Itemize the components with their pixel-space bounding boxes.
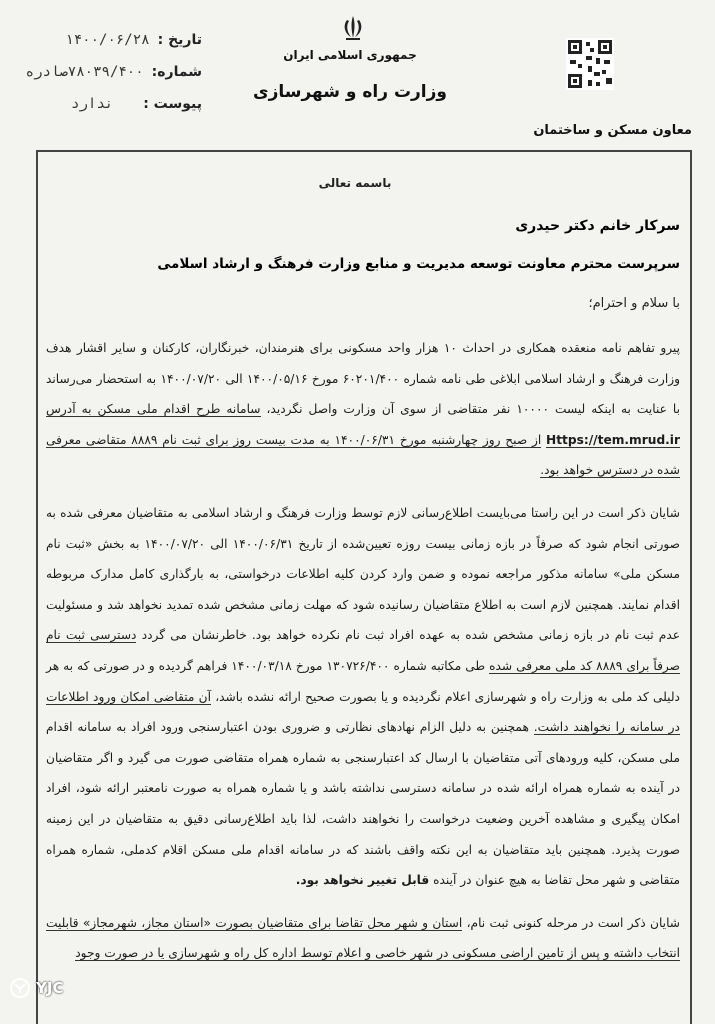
date-label: تاریخ : [157, 32, 202, 48]
recipient-title: سرپرست محترم معاونت توسعه مدیریت و منابع وزارت فرهنگ و ارشاد اسلامی [157, 256, 680, 272]
yjc-watermark [10, 978, 63, 998]
attachment-row [32, 88, 202, 120]
ministry-title: وزارت راه و شهرسازی [252, 82, 447, 102]
p1-text-a: پیرو تفاهم نامه منعقده همکاری در احداث ۱۰ هزار واحد مسکونی برای هنرمندان، خبرنگاران، کارکنان و سایر اقشار هدف وزارت فرهنگ و ارشاد اسلامی ابلاغی طی نامه شماره ۶۰۲۰۱/۴۰۰ مورخ ۱۴۰۰/۰۵/۱۶ الی ۱۴۰۰/۰۷/۲۰ به استحضار می‌رساند با عنایت به اینکه لیست ۱۰۰۰۰ نفر متقاضی از سوی آن وزارت واصل نگردید، [46, 341, 680, 417]
p2-text-a: شایان ذکر است در این راستا می‌بایست اطلاع‌رسانی لازم توسط وزارت فرهنگ و ارشاد اسلامی به متقاضیان معرفی شده به صورتی انجام شود که صرفاً در بازه زمانی بیست روزه تعیین‌شده از تاریخ ۱۴۰۰/۰۶/۳۱ الی ۱۴۰۰/۰۷/۲۰ به بخش «ثبت نام مسکن ملی» سامانه مذکور مراجعه نموده و ضمن وارد کردن کلیه اطلاعات درخواستی، به بارگذاری کامل مدارک مربوطه اقدام نمایند. همچنین لازم است به اطلاع متقاضیان رسانیده شود که مهلت زمانی مشخص شده تمدید نخواهد شد و مسئولیت عدم ثبت نام در بازه زمانی مشخص شده به عهده افراد ثبت نام نکرده خواهد بود. خاطرنشان می گردد [46, 505, 680, 643]
yjc-label: YJC [36, 979, 64, 997]
letter-meta [25, 24, 202, 120]
paragraph-3 [46, 908, 680, 969]
p2-text-b: دسترسی ثبت نام صرفاً برای ۸۸۸۹ کد ملی معرفی شده [46, 628, 680, 673]
p2-text-f: قابل تغییر نخواهد بود. [295, 873, 430, 888]
p1-text-d: شده در دسترس خواهد بود. [540, 463, 680, 478]
letter-body [46, 333, 680, 969]
p2-text-d: آن متقاضی امکان ورود اطلاعات در سامانه را نخواهند داشت. [46, 689, 680, 735]
recipient-name: سرکار خانم دکتر حیدری [515, 218, 680, 234]
paragraph-1 [46, 333, 680, 486]
registration-url: Https://tem.mrud.ir [546, 432, 680, 447]
greeting: با سلام و احترام؛ [588, 296, 680, 311]
attachment-label: پیوست : [143, 96, 202, 112]
bismillah: باسمه تعالی [318, 176, 392, 190]
iran-emblem-icon [340, 14, 366, 42]
paragraph-2 [46, 498, 680, 896]
attachment-value: ندارد [71, 96, 114, 112]
number-label: شماره: [151, 64, 202, 80]
qr-code-icon [566, 38, 614, 90]
number-row [25, 56, 202, 88]
p2-text-c: طی مکاتبه شماره ۱۳۰۷۲۶/۴۰۰ مورخ ۱۴۰۰/۰۳/۱۸ فراهم گردیده و در صورتی که به هر دلیلی کد ملی به وزارت راه و شهرسازی اعلام نگردیده و یا بصورت صحیح ارائه نشده باشد، [46, 658, 680, 704]
p3-text-a: شایان ذکر است در مرحله کنونی ثبت نام، [466, 915, 680, 930]
p1-system-address: سامانه طرح اقدام ملی مسکن به آدرس [46, 402, 261, 417]
date-value: ۱۴۰۰/۰۶/۲۸ [65, 32, 150, 48]
p1-text-c: از صبح روز چهارشنبه مورخ ۱۴۰۰/۰۶/۳۱ به مدت بیست روز برای ثبت نام ۸۸۸۹ متقاضی معرفی [46, 432, 542, 447]
deputy-title: معاون مسکن و ساختمان [533, 123, 692, 138]
date-row [32, 24, 202, 56]
republic-title: جمهوری اسلامی ایران [283, 48, 417, 62]
yjc-logo-icon [10, 978, 30, 998]
number-value: ۷۸۰۳۹/۴۰۰صادره [25, 64, 144, 80]
p3-text-b: استان و شهر محل تقاضا برای متقاضیان بصورت «استان مجاز، شهرمجاز» قابلیت انتخاب داشته و پس از تامین اراضی مسکونی در شهر خاصی و اعلام توسط اداره کل راه و شهرسازی یا در صورت وجود [46, 915, 680, 961]
p2-text-e: همچنین به دلیل الزام نهادهای نظارتی و ضروری بودن اعتبارسنجی ورود افراد به سامانه اقدام ملی مسکن، کلیه ورودهای آتی متقاضیان با ارسال کد اعتبارسنجی به شماره همراه متقاضی صورت می گیرد و اگر متقاضیان در آینده به شماره همراه ارائه شده در سامانه دسترسی نداشته باشد و یا شماره همراه به صورت نامعتبر ارائه شود، افراد امکان پیگیری و مشاهده آخرین وضعیت درخواست را نخواهند داشت، لذا باید اطلاع‌رسانی دقیق به متقاضیان در این زمینه صورت پذیرد. همچنین باید متقاضیان به این نکته واقف باشند که در سامانه اقدام ملی مسکن اقلام کدملی، شماره همراه متقاضی و شهر محل تقاضا به هیچ عنوان در آینده [46, 720, 680, 888]
